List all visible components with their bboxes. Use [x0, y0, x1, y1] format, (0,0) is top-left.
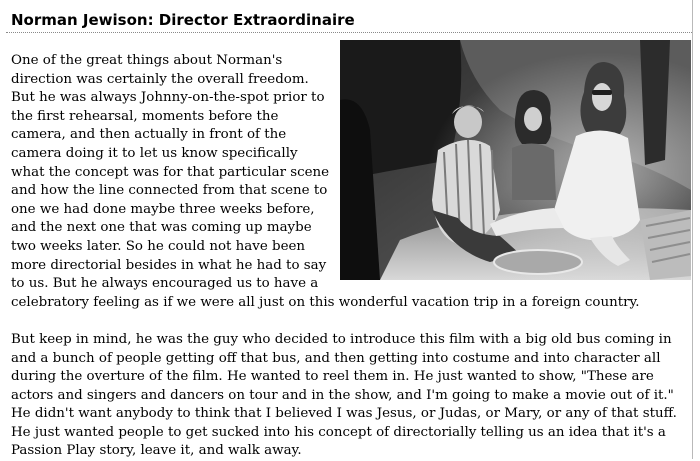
article-title: Norman Jewison: Director Extraordinaire: [11, 11, 355, 29]
article-paragraph: But keep in mind, he was the guy who decided to introduce this film with a big old bus coming in and a bunch of people getting off that bus, and then getting into costume and into character all during the overture of the film. He wanted to reel them in. He just wanted to show, "These are actors and singers and dancers on tour and in the show, and I'm going to make a movie out of it." He didn't want anybody to think that I believed I was Jesus, or Judas, or Mary, or any of that stuff. He just wanted people to get sucked into his concept of directorially telling us an idea that it's a Passion Play story, leave it, and walk away.: [11, 331, 677, 459]
film-set-photo: [340, 40, 691, 280]
article-paragraph: One of the great things about Norman's direction was certainly the overall freedom. But he was always Johnny-on-the-spot prior to the first rehearsal, moments before the camera, and then actually in front of the camera doing it to let us know specifically what the concept was for that particular scene and how the line connected from that scene to one we had done maybe three weeks before, and the next one that was coming up maybe two weeks later. So he could not have been more directorial besides in what he had to say to us. But he always encouraged us to have a celebratory feeling as if we were all just on this wonderful vacation trip in a foreign country.: [11, 53, 640, 310]
basin: [494, 250, 582, 274]
equipment-silhouette: [640, 40, 670, 165]
content-border: [692, 0, 693, 459]
article-body: [11, 52, 691, 461]
article-header: [6, 8, 692, 33]
title-divider: [6, 32, 692, 33]
